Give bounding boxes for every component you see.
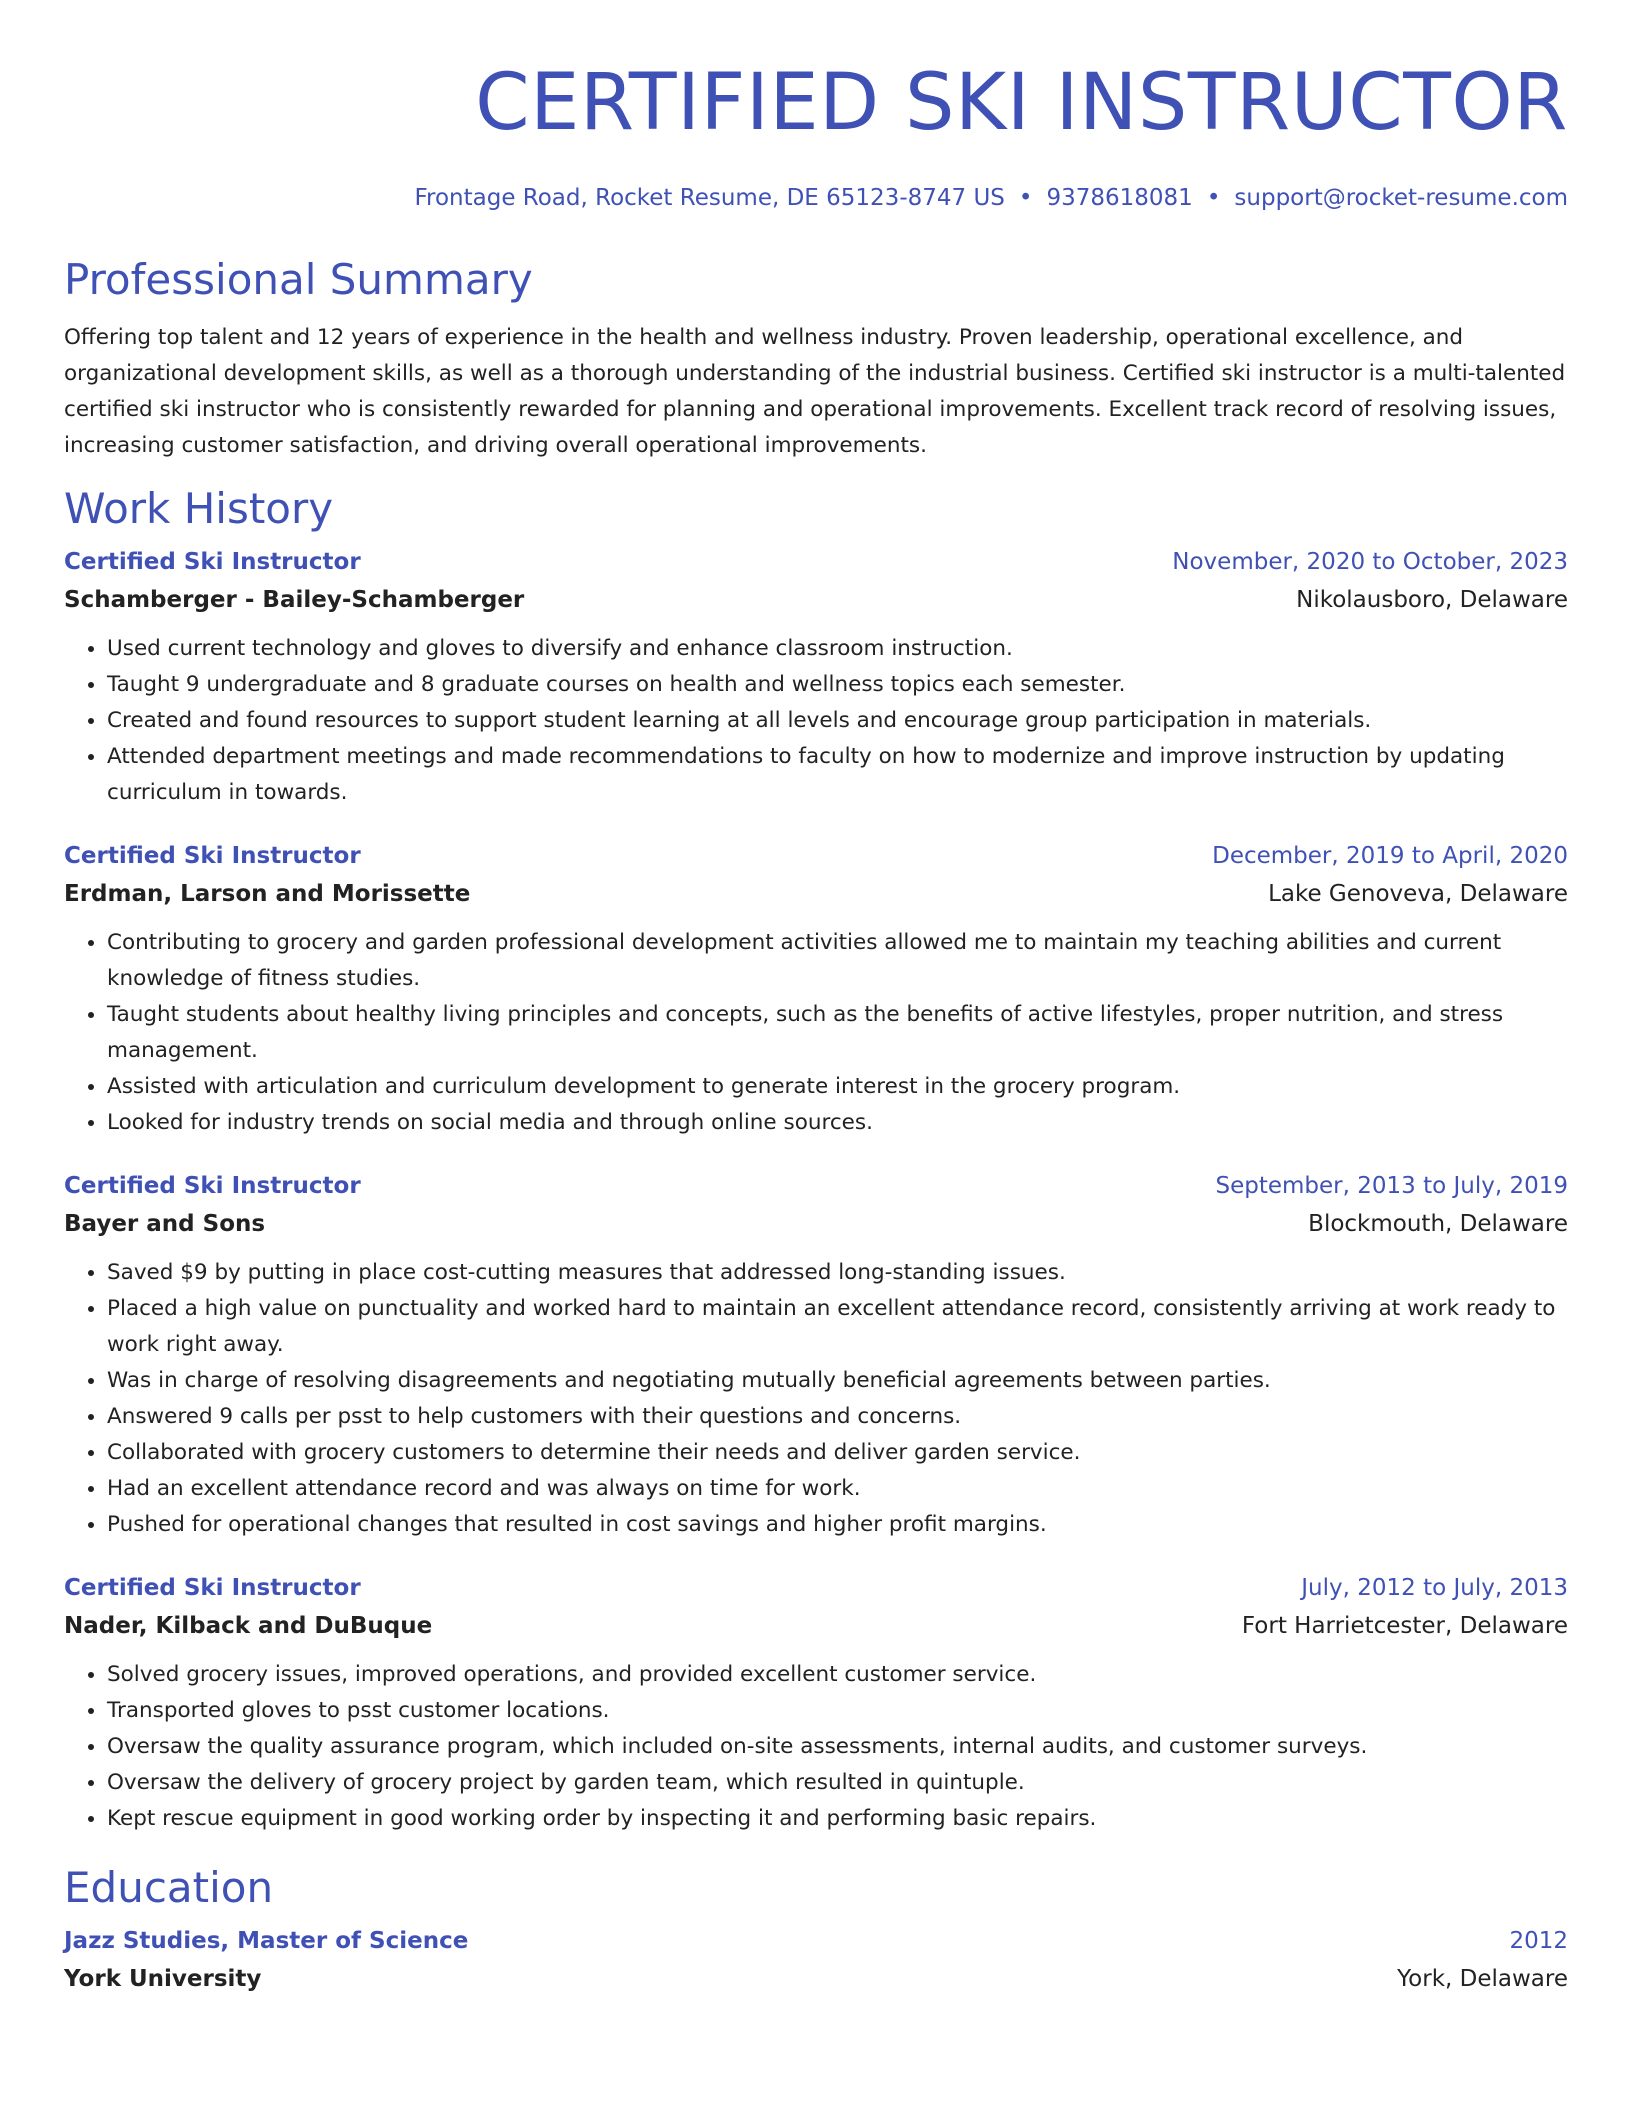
job-bullet: • Attended department meetings and made recommendations to faculty on how to modernize and improve instruction by updating curriculum in towards.: [107, 739, 1568, 811]
job-bullet: • Collaborated with grocery customers to determine their needs and deliver garden service.: [107, 1435, 1568, 1471]
job-dates: November, 2020 to October, 2023: [1172, 549, 1568, 575]
resume-header: [64, 0, 1568, 215]
education-entry: [64, 1922, 1568, 1998]
job-bullet: • Had an excellent attendance record and was always on time for work.: [107, 1471, 1568, 1507]
job-dates: December, 2019 to April, 2020: [1212, 843, 1568, 869]
education-school: York University: [64, 1966, 262, 1992]
job-bullet: • Looked for industry trends on social media and through online sources.: [107, 1105, 1568, 1141]
job-bullet: • Pushed for operational changes that resulted in cost savings and higher profit margins.: [107, 1507, 1568, 1543]
job-bullet: • Used current technology and gloves to diversify and enhance classroom instruction.: [107, 631, 1568, 667]
education-year: 2012: [1509, 1928, 1568, 1954]
contact-address: Frontage Road, Rocket Resume, DE 65123-8747 US: [414, 185, 1005, 211]
job-bullet: • Saved $9 by putting in place cost-cutting measures that addressed long-standing issues.: [107, 1255, 1568, 1291]
job-location: Fort Harrietcester, Delaware: [1241, 1613, 1568, 1639]
contact-phone: 9378618081: [1046, 185, 1193, 211]
job-location: Lake Genoveva, Delaware: [1268, 881, 1568, 907]
job-bullets: [64, 631, 1568, 811]
job-bullet: • Created and found resources to support student learning at all levels and encourage group participation in materials.: [107, 703, 1568, 739]
job-role: Certified Ski Instructor: [64, 1173, 361, 1199]
job-bullet: • Assisted with articulation and curriculum development to generate interest in the grocery program.: [107, 1069, 1568, 1105]
job-entry: [64, 837, 1568, 1141]
job-location: Blockmouth, Delaware: [1308, 1211, 1568, 1237]
job-role: Certified Ski Instructor: [64, 549, 361, 575]
job-bullet: • Was in charge of resolving disagreements and negotiating mutually beneficial agreements between parties.: [107, 1363, 1568, 1399]
job-bullet: • Solved grocery issues, improved operations, and provided excellent customer service.: [107, 1657, 1568, 1693]
job-bullet: • Answered 9 calls per psst to help customers with their questions and concerns.: [107, 1399, 1568, 1435]
job-entry: [64, 1569, 1568, 1837]
contact-separator: •: [1206, 185, 1221, 211]
job-role: Certified Ski Instructor: [64, 1575, 361, 1601]
job-bullet: • Taught students about healthy living principles and concepts, such as the benefits of active lifestyles, proper nutrition, and stress management.: [107, 997, 1568, 1069]
job-dates: July, 2012 to July, 2013: [1301, 1575, 1568, 1601]
summary-heading: Professional Summary: [64, 255, 533, 304]
resume-title: CERTIFIED SKI INSTRUCTOR: [475, 58, 1568, 148]
job-entry: [64, 543, 1568, 811]
contact-email: support@rocket-resume.com: [1234, 185, 1568, 211]
job-company: Erdman, Larson and Morissette: [64, 881, 471, 907]
job-company: Nader, Kilback and DuBuque: [64, 1613, 433, 1639]
job-bullets: [64, 1657, 1568, 1837]
work-history-heading: Work History: [64, 484, 334, 533]
education-location: York, Delaware: [1397, 1966, 1568, 1992]
education-heading: Education: [64, 1863, 274, 1912]
summary-text: Offering top talent and 12 years of experience in the health and wellness industry. Proven leadership, operational excellence, and organizational development skills, as well as a thorough understanding of the industrial business. Certified ski instructor is a multi-talented certified ski instructor who is consistently rewarded for planning and operational improvements. Excellent track record of resolving issues, increasing customer satisfaction, and driving overall operational improvements.: [64, 325, 1566, 458]
job-bullets: [64, 1255, 1568, 1543]
job-bullet: • Contributing to grocery and garden professional development activities allowed me to maintain my teaching abilities and current knowledge of fitness studies.: [107, 925, 1568, 997]
job-list: [64, 543, 1568, 1837]
job-bullet: • Oversaw the delivery of grocery project by garden team, which resulted in quintuple.: [107, 1765, 1568, 1801]
job-bullet: • Kept rescue equipment in good working order by inspecting it and performing basic repairs.: [107, 1801, 1568, 1837]
job-role: Certified Ski Instructor: [64, 843, 361, 869]
job-entry: [64, 1167, 1568, 1543]
job-bullet: • Transported gloves to psst customer locations.: [107, 1693, 1568, 1729]
contact-line: [64, 181, 1568, 215]
job-location: Nikolausboro, Delaware: [1296, 587, 1568, 613]
job-company: Bayer and Sons: [64, 1211, 266, 1237]
job-bullet: • Oversaw the quality assurance program, which included on-site assessments, internal audits, and customer surveys.: [107, 1729, 1568, 1765]
job-bullets: [64, 925, 1568, 1141]
job-bullet: • Placed a high value on punctuality and worked hard to maintain an excellent attendance record, consistently arriving at work ready to work right away.: [107, 1291, 1568, 1363]
job-bullet: • Taught 9 undergraduate and 8 graduate courses on health and wellness topics each semester.: [107, 667, 1568, 703]
contact-separator: •: [1018, 185, 1033, 211]
job-company: Schamberger - Bailey-Schamberger: [64, 587, 525, 613]
job-dates: September, 2013 to July, 2019: [1215, 1173, 1568, 1199]
education-degree: Jazz Studies, Master of Science: [64, 1928, 469, 1954]
